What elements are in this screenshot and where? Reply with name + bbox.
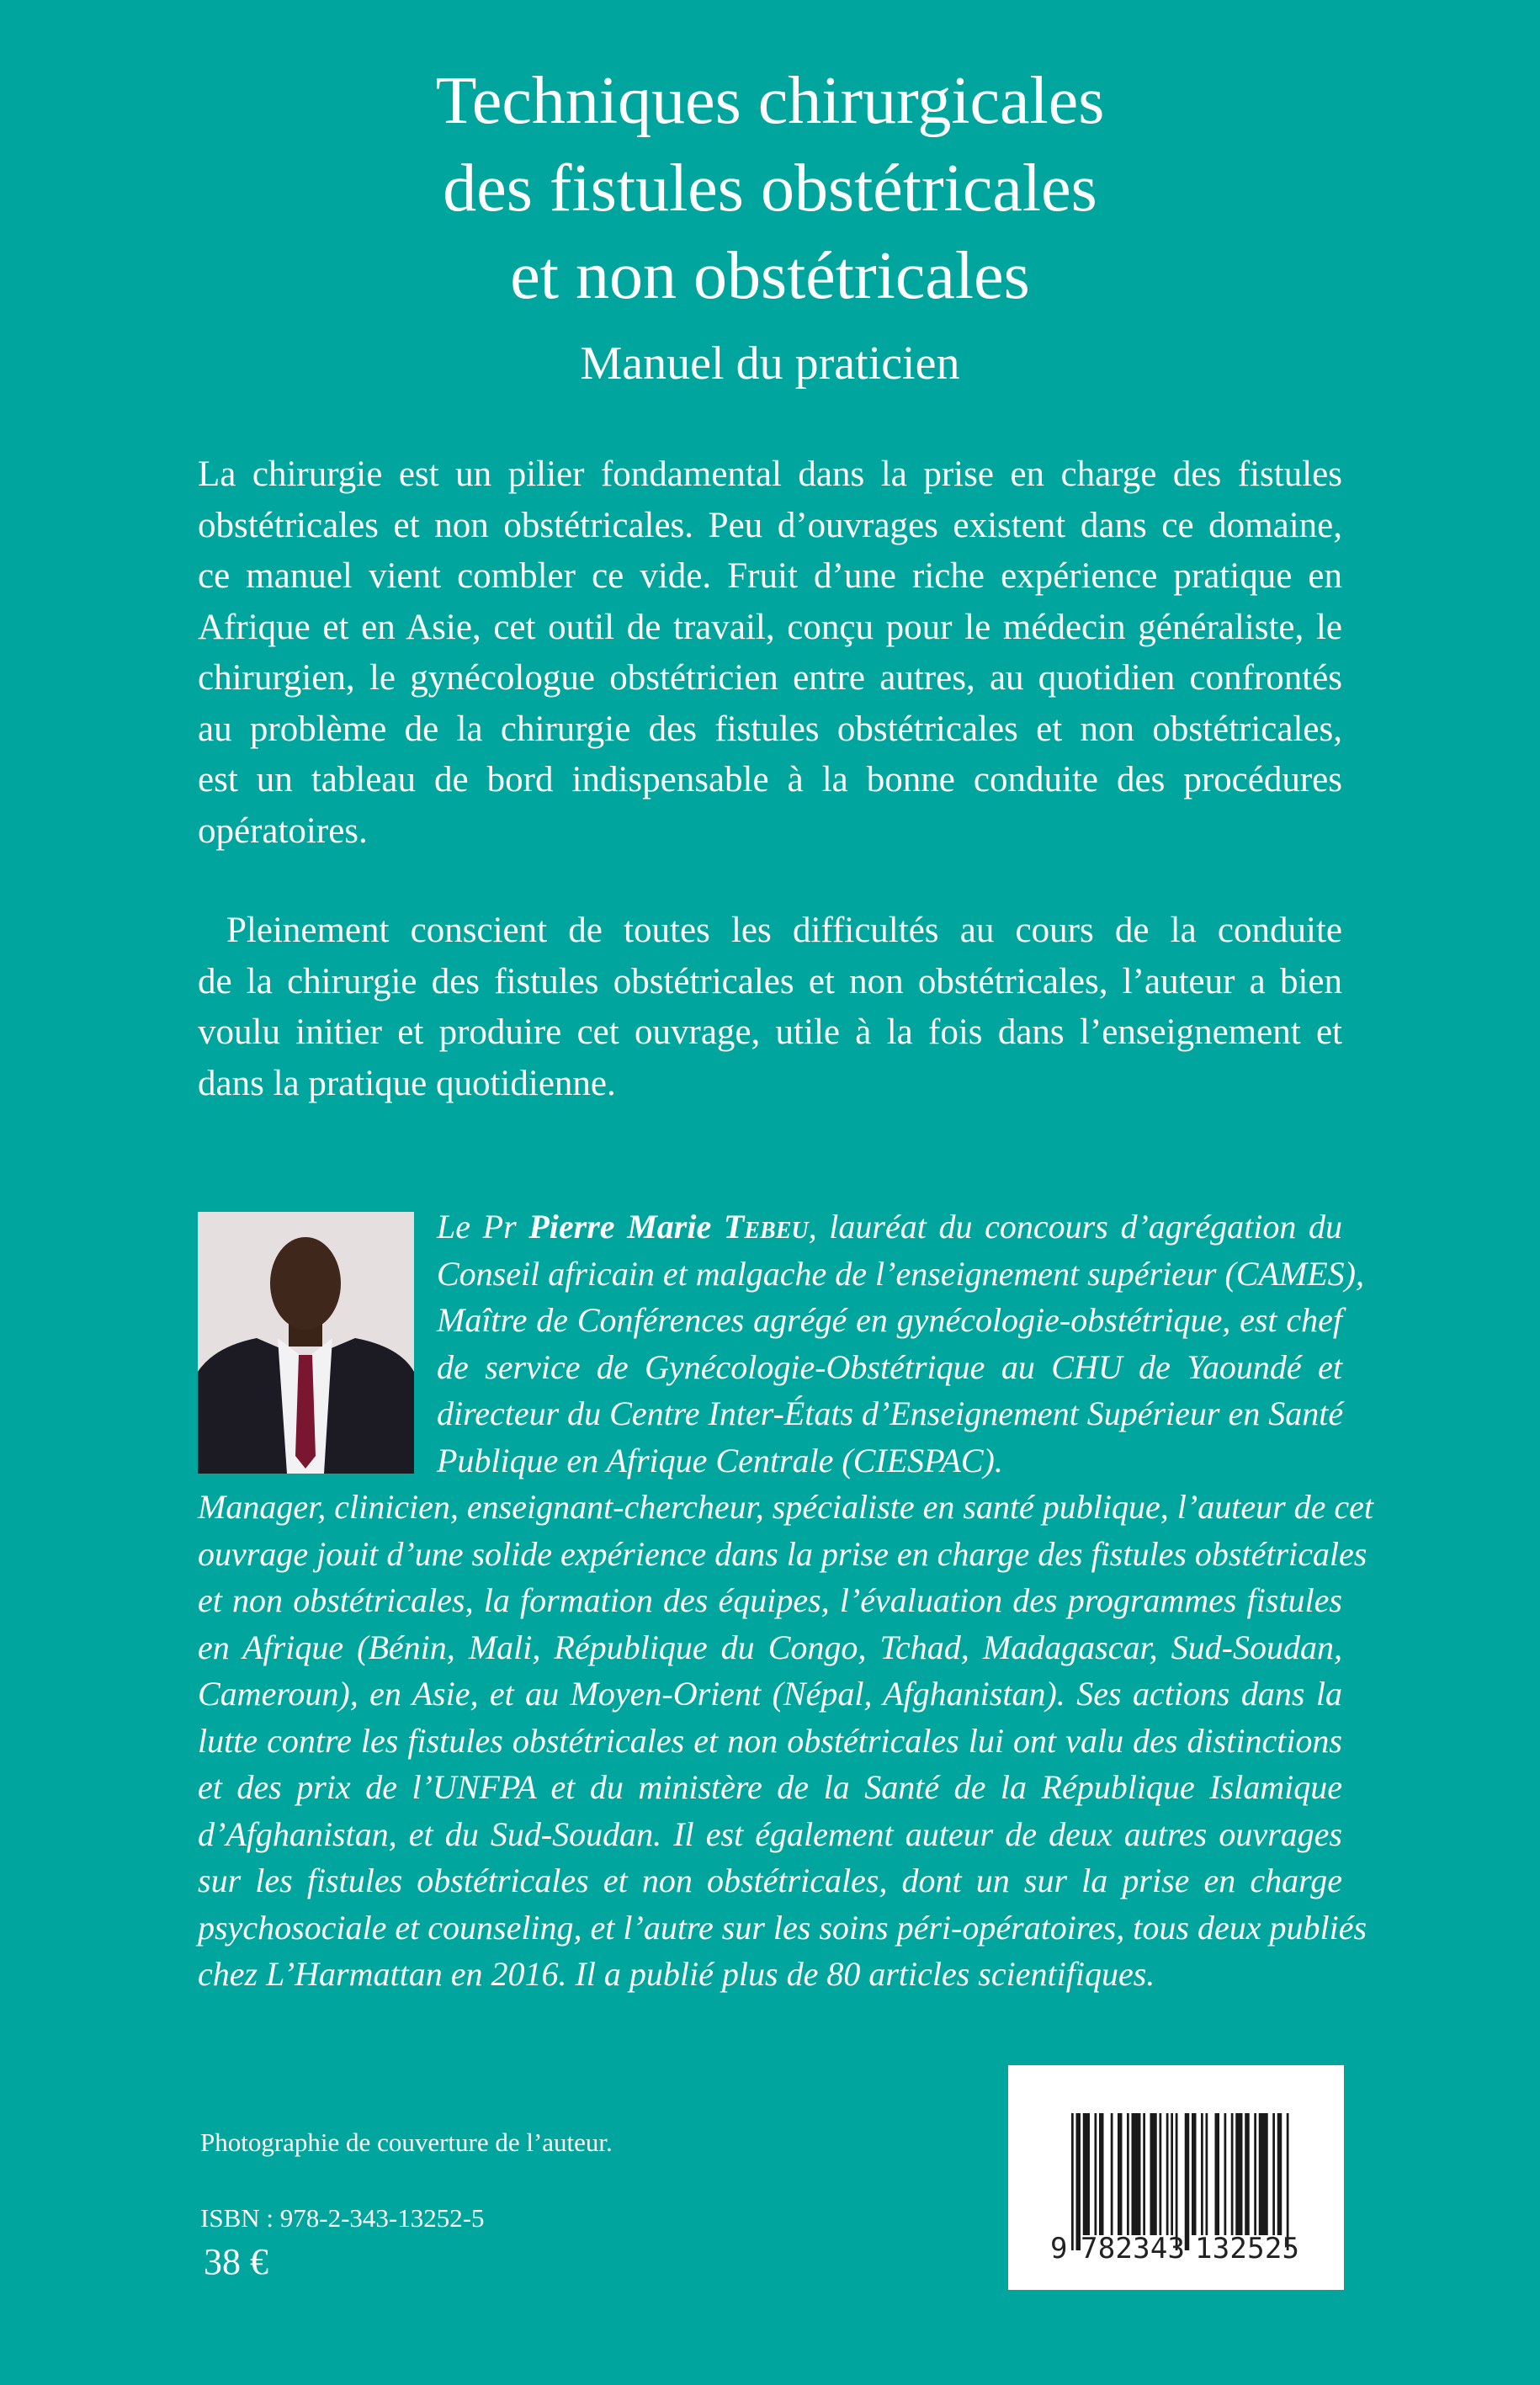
- barcode-bar: [1215, 2113, 1220, 2235]
- price: 38 €: [204, 2241, 268, 2282]
- text-line: ouvrage jouit d’une solide expérience dans la prise en charge des fistules obstétricales: [198, 1534, 1367, 1573]
- barcode-bar: [1150, 2113, 1157, 2235]
- photo-caption: Photographie de couverture de l’auteur.: [200, 2127, 613, 2157]
- book-title: [0, 57, 1540, 320]
- text-line: directeur du Centre Inter-États d’Enseignement Supérieur en Santé: [437, 1394, 1344, 1432]
- text-line: Afrique et en Asie, cet outil de travail, conçu pour le médecin généraliste, le: [198, 607, 1342, 647]
- barcode-bar: [1076, 2113, 1081, 2250]
- barcode-bar: [1083, 2113, 1090, 2235]
- text-line: de la chirurgie des fistules obstétricales et non obstétricales, l’auteur a bien: [198, 961, 1342, 1001]
- text-line: ce manuel vient combler ce vide. Fruit d’une riche expérience pratique en: [198, 556, 1342, 596]
- barcode-bar: [1176, 2113, 1178, 2250]
- barcode-bar: [1287, 2113, 1289, 2250]
- barcode-bar: [1224, 2113, 1227, 2235]
- text-line: voulu initier et produire cet ouvrage, utile à la fois dans l’enseignement et: [198, 1012, 1342, 1052]
- barcode-bar: [1132, 2113, 1141, 2235]
- title-line: des fistules obstétricales: [443, 151, 1097, 226]
- text-line: Manager, clinicien, enseignant-chercheur, spécialiste en santé publique, l’auteur de cet: [198, 1488, 1374, 1526]
- text-line: en Afrique (Bénin, Mali, République du Congo, Tchad, Madagascar, Sud-Soudan,: [198, 1628, 1342, 1666]
- barcode-bar: [1245, 2113, 1250, 2235]
- barcode-bar: [1254, 2113, 1256, 2235]
- isbn: ISBN : 978-2-343-13252-5: [200, 2203, 485, 2233]
- barcode-bar: [1099, 2113, 1104, 2235]
- text-line: lutte contre les fistules obstétricales et non obstétricales lui ont valu des distinctions: [198, 1721, 1342, 1760]
- barcode-bar: [1277, 2113, 1282, 2235]
- barcode-bar: [1095, 2113, 1097, 2235]
- barcode-group-1: 782343: [1081, 2232, 1185, 2265]
- title-line: et non obstétricales: [510, 239, 1030, 313]
- barcode-bar: [1259, 2113, 1268, 2235]
- text-line: Cameroun), en Asie, et au Moyen-Orient (Népal, Afghanistan). Ses actions dans la: [198, 1675, 1342, 1713]
- barcode-bar: [1071, 2113, 1074, 2250]
- barcode-bar: [1171, 2113, 1173, 2235]
- text-line: chez L’Harmattan en 2016. Il a publié plus de 80 articles scientifiques.: [198, 1955, 1155, 1993]
- text-line: Maître de Conférences agrégé en gynécologie-obstétrique, est chef: [437, 1301, 1342, 1339]
- barcode-bar: [1185, 2113, 1190, 2250]
- barcode-bar: [1111, 2113, 1113, 2235]
- barcode-bar: [1201, 2113, 1203, 2235]
- text-line: est un tableau de bord indispensable à la bonne conduite des procédures: [198, 760, 1342, 799]
- text-line: psychosociale et counseling, et l’autre sur les soins péri-opératoires, tous deux publiés: [198, 1908, 1367, 1947]
- barcode-bar: [1206, 2113, 1208, 2235]
- bio-line: Le Pr Pierre Marie Tebeu, lauréat du concours d’agrégation du: [437, 1208, 1343, 1246]
- text-line: et non obstétricales, la formation des équipes, l’évaluation des programmes fistules: [198, 1581, 1342, 1619]
- text-line: et des prix de l’UNFPA et du ministère de la Santé de la République Islamique: [198, 1768, 1342, 1806]
- barcode-group-2: 132525: [1195, 2232, 1299, 2265]
- author-bio-bottom: [198, 1484, 1374, 1998]
- barcode-bar: [1272, 2113, 1275, 2235]
- barcode-bar: [1235, 2113, 1242, 2235]
- text-line: opératoires.: [198, 810, 368, 851]
- author-bio-top: [437, 1203, 1364, 1484]
- barcode-bar: [1166, 2113, 1169, 2235]
- barcode-bar: [1118, 2113, 1123, 2235]
- barcode: [1008, 2065, 1344, 2290]
- text-line: au problème de la chirurgie des fistules obstétricales et non obstétricales,: [198, 709, 1342, 749]
- barcode-bar: [1127, 2113, 1129, 2235]
- barcode-bar: [1160, 2113, 1162, 2235]
- text-line: d’Afghanistan, et du Sud-Soudan. Il est également auteur de deux autres ouvrages: [198, 1814, 1342, 1853]
- summary-paragraph-2: [198, 906, 1342, 1109]
- title-line: Techniques chirurgicales: [435, 64, 1105, 138]
- summary-paragraph-1: [198, 449, 1342, 857]
- text-line: Conseil africain et malgache de l’enseignement supérieur (CAMES),: [437, 1254, 1364, 1293]
- text-line: sur les fistules obstétricales et non obstétricales, dont un sur la prise en charge: [198, 1862, 1342, 1899]
- barcode-bar: [1143, 2113, 1145, 2235]
- book-subtitle: Manuel du praticien: [580, 337, 960, 390]
- text-line: chirurgien, le gynécologue obstétricien entre autres, au quotidien confrontés: [198, 658, 1342, 698]
- barcode-bar: [1231, 2113, 1234, 2235]
- text-line: Publique en Afrique Centrale (CIESPAC).: [437, 1441, 1003, 1479]
- author-name: Pierre Marie Tebeu: [528, 1208, 809, 1246]
- author-photo: [198, 1212, 414, 1474]
- text-line: obstétricales et non obstétricales. Peu d’ouvrages existent dans ce domaine,: [198, 505, 1342, 545]
- text-line: La chirurgie est un pilier fondamental dans la prise en charge des fistules: [198, 454, 1342, 494]
- text-line: dans la pratique quotidienne.: [198, 1063, 616, 1103]
- barcode-bar: [1192, 2113, 1197, 2235]
- text-line: Pleinement conscient de toutes les difficultés au cours de la conduite: [226, 911, 1342, 950]
- barcode-first-digit: 9: [1050, 2232, 1068, 2265]
- text-line: de service de Gynécologie-Obstétrique au CHU de Yaoundé et: [437, 1347, 1342, 1386]
